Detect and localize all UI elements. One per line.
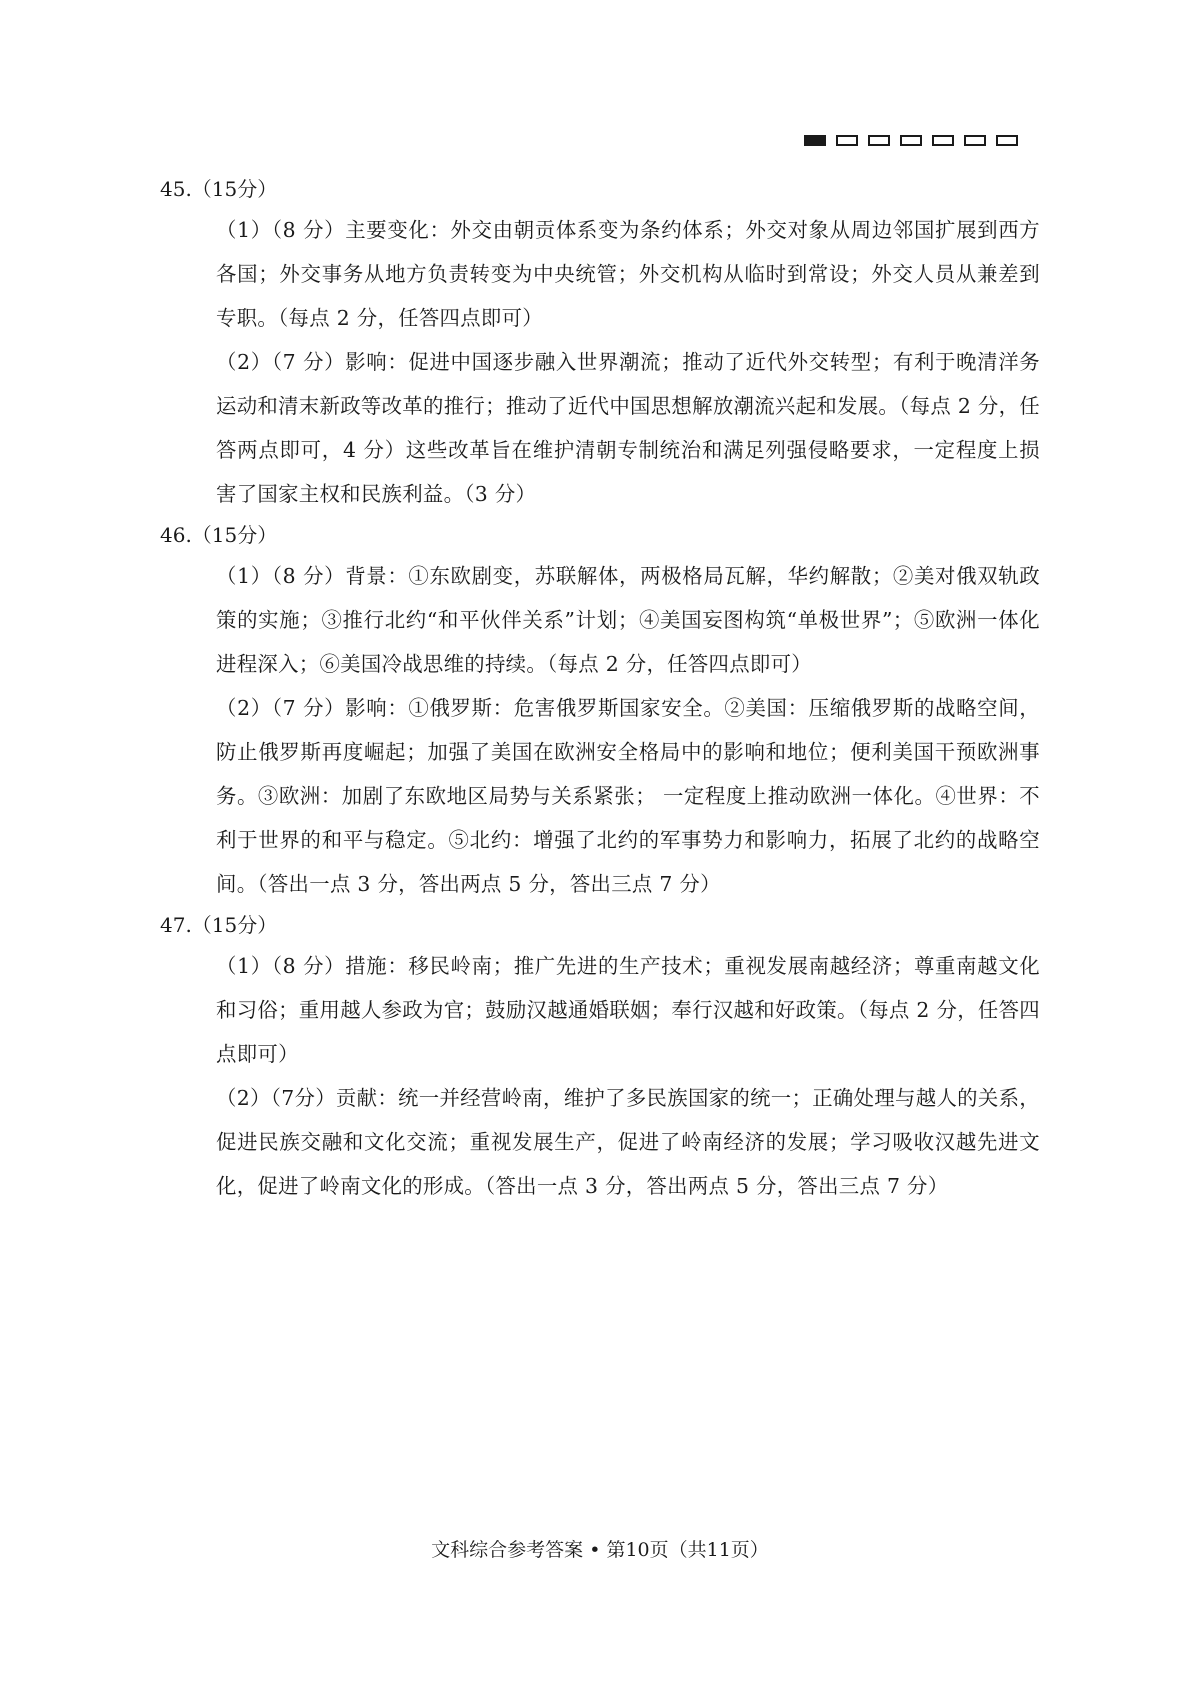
question-46 xyxy=(160,516,1040,906)
answer-part: （2）（7 分）影响：①俄罗斯：危害俄罗斯国家安全。②美国：压缩俄罗斯的战略空间，防止俄罗斯再度崛起；加强了美国在欧洲安全格局中的影响和地位；便利美国干预欧洲事务。③欧洲：加剧了东欧地区局势与关系紧张； 一定程度上推动欧洲一体化。④世界：不利于世界的和平与稳定。⑤北约：增强了北约的军事势力和影响力，拓展了北约的战略空间。（答出一点 3 分，答出两点 5 分，答出三点 7 分） xyxy=(216,696,1040,896)
marker-empty xyxy=(996,135,1018,146)
question-number: 46.（15分） xyxy=(160,523,278,547)
marker-empty xyxy=(868,135,890,146)
question-number: 45.（15分） xyxy=(160,177,278,201)
answer-part: （1）（8 分）背景：①东欧剧变，苏联解体，两极格局瓦解，华约解散；②美对俄双轨政策的实施；③推行北约“和平伙伴关系”计划；④美国妄图构筑“单极世界”；⑤欧洲一体化进程深入；⑥美国冷战思维的持续。（每点 2 分，任答四点即可） xyxy=(216,564,1040,676)
question-45 xyxy=(160,170,1040,516)
page-footer: 文科综合参考答案 • 第10页（共11页） xyxy=(431,1539,769,1561)
marker-filled xyxy=(804,135,826,146)
marker-empty xyxy=(932,135,954,146)
question-47 xyxy=(160,906,1040,1208)
answer-part: （2）（7分）贡献：统一并经营岭南，维护了多民族国家的统一；正确处理与越人的关系，促进民族交融和文化交流；重视发展生产，促进了岭南经济的发展；学习吸收汉越先进文化，促进了岭南文化的形成。（答出一点 3 分，答出两点 5 分，答出三点 7 分） xyxy=(216,1086,1040,1198)
page-markers xyxy=(804,135,1018,146)
marker-empty xyxy=(900,135,922,146)
question-number: 47.（15分） xyxy=(160,913,278,937)
answer-content xyxy=(160,170,1040,1208)
marker-empty xyxy=(836,135,858,146)
answer-part: （1）（8 分）措施：移民岭南；推广先进的生产技术；重视发展南越经济；尊重南越文化和习俗；重用越人参政为官；鼓励汉越通婚联姻；奉行汉越和好政策。（每点 2 分，任答四点即可） xyxy=(216,954,1040,1066)
answer-part: （2）（7 分）影响：促进中国逐步融入世界潮流；推动了近代外交转型；有利于晚清洋务运动和清末新政等改革的推行；推动了近代中国思想解放潮流兴起和发展。（每点 2 分，任答两点即可，4 分）这些改革旨在维护清朝专制统治和满足列强侵略要求，一定程度上损害了国家主权和民族利益。（3 分） xyxy=(216,350,1040,506)
answer-part: （1）（8 分）主要变化：外交由朝贡体系变为条约体系；外交对象从周边邻国扩展到西方各国；外交事务从地方负责转变为中央统管；外交机构从临时到常设；外交人员从兼差到专职。（每点 2 分，任答四点即可） xyxy=(216,218,1040,330)
marker-empty xyxy=(964,135,986,146)
